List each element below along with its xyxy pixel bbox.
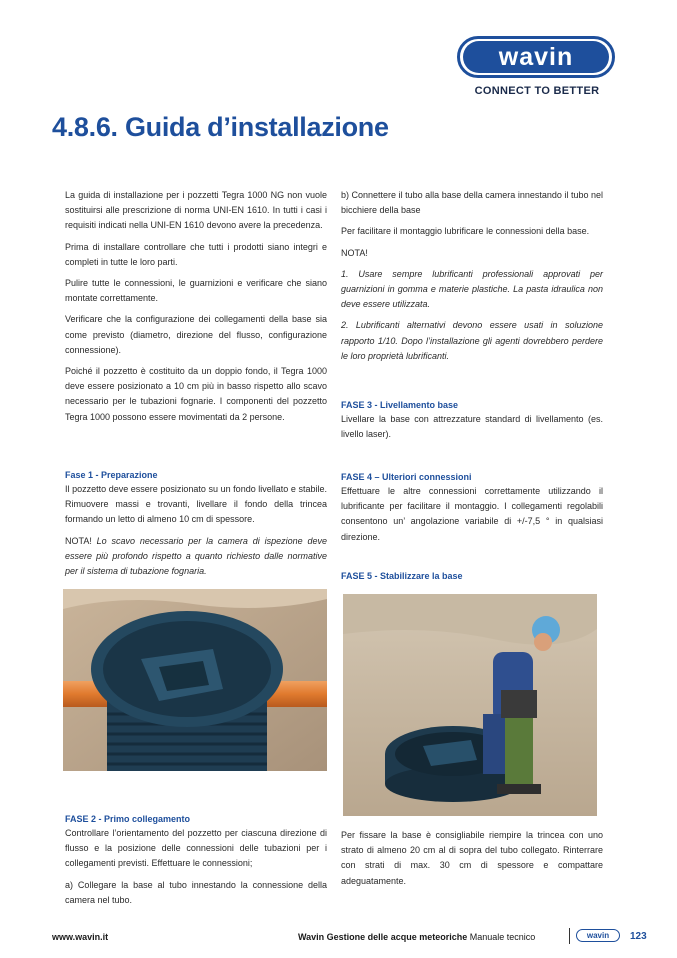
footer-title-bold: Wavin Gestione delle acque meteoriche <box>298 932 468 942</box>
page-number: 123 <box>630 931 647 942</box>
paragraph: Per fissare la base è consigliabile riempire la trincea con uno strato di almeno 20 cm al di sopra del tubo collegato. Rinterrare con strati di max. 30 cm di spessore e compattare adeguatamente. <box>341 830 603 886</box>
section-heading: FASE 3 - Livellamento base <box>341 400 459 410</box>
wavin-logo-text: wavin <box>463 41 609 73</box>
note-label: NOTA! <box>341 247 368 258</box>
section-heading: Fase 1 - Preparazione <box>65 470 158 480</box>
paragraph: Effettuare le altre connessioni correttamente utilizzando il lubrificante per facilitare il montaggio. I collegamenti regolabili consentono un’ angolazione variabile di +/-7,5 ° in qualsiasi direzione. <box>341 486 603 542</box>
left-fase1 <box>65 468 327 585</box>
note-text: Lo scavo necessario per la camera di ispezione deve essere più profondo rispetto a quanto richiesto dalle normative per il sistema di tubazione fognaria. <box>65 535 327 577</box>
tagline: CONNECT TO BETTER <box>474 85 600 97</box>
left-fase2 <box>65 812 327 914</box>
right-fase5-text <box>341 828 603 895</box>
paragraph: Verificare che la configurazione dei collegamenti della base sia come previsto (diametro, direzione del flusso, configurazione connessione). <box>65 314 327 355</box>
paragraph: b) Connettere il tubo alla base della camera innestando il tubo nel bicchiere della base <box>341 190 603 216</box>
note-item: 2. Lubrificanti alternativi devono essere usati in soluzione rapporto 1/10. Dopo l’installazione gli agenti dovrebbero perdere le loro proprietà lubrificanti. <box>341 320 603 361</box>
footer-divider <box>569 928 570 944</box>
note <box>65 534 327 580</box>
paragraph: Pulire tutte le connessioni, le guarnizioni e verificare che siano montate correttamente. <box>65 278 327 304</box>
section-heading: FASE 4 – Ulteriori connessioni <box>341 472 472 482</box>
photo-chamber-pipe <box>63 589 327 771</box>
left-intro <box>65 188 327 431</box>
paragraph: Livellare la base con attrezzature standard di livellamento (es. livello laser). <box>341 414 603 440</box>
paragraph: Controllare l’orientamento del pozzetto per ciascuna direzione di flusso e la posizione delle connessioni delle tubazioni per i collegamenti previsti. Effettuare le connessioni; <box>65 828 327 869</box>
note-label: NOTA! <box>65 535 92 546</box>
footer-title <box>298 932 535 942</box>
note-item: 1. Usare sempre lubrificanti professionali approvati per guarnizioni in gomma e materie plastiche. La pasta idraulica non deve essere utilizzata. <box>341 268 603 310</box>
section-heading: FASE 2 - Primo collegamento <box>65 814 191 824</box>
right-fase5 <box>341 569 603 583</box>
paragraph: Prima di installare controllare che tutti i prodotti siano integri e completi in tutte le loro parti. <box>65 241 327 267</box>
paragraph: Per facilitare il montaggio lubrificare le connessioni della base. <box>341 226 590 237</box>
wavin-logo <box>457 36 615 78</box>
right-fase3 <box>341 398 603 448</box>
footer-wavin-logo: wavin <box>576 929 620 942</box>
paragraph: Poiché il pozzetto è costituito da un doppio fondo, il Tegra 1000 deve essere posizionato a 10 cm più in basso rispetto allo scavo necessario per le tubazioni fognarie. I componenti del pozzetto Tegra 1000 possono essere movimentati da 2 persone. <box>65 366 327 422</box>
right-fase4 <box>341 470 603 551</box>
page-title: 4.8.6. Guida d’installazione <box>52 112 389 142</box>
paragraph: Il pozzetto deve essere posizionato su un fondo livellato e stabile. Rimuovere massi e trovanti, livellare il fondo della trincea formando un letto di almeno 10 cm di spessore. <box>65 484 327 525</box>
photo-compacting <box>343 594 597 816</box>
footer-title-rest: Manuale tecnico <box>467 932 536 942</box>
section-heading: FASE 5 - Stabilizzare la base <box>341 571 463 581</box>
paragraph: a) Collegare la base al tubo innestando la connessione della camera nel tubo. <box>65 879 327 905</box>
right-intro <box>341 188 603 370</box>
footer-url[interactable]: www.wavin.it <box>52 932 109 942</box>
paragraph: La guida di installazione per i pozzetti Tegra 1000 NG non vuole sostituirsi alle prescrizione di norma UNI-EN 1610. In tutti i casi i requisiti indicati nella UNI-EN 1610 devono avere la precedenza. <box>65 190 327 231</box>
